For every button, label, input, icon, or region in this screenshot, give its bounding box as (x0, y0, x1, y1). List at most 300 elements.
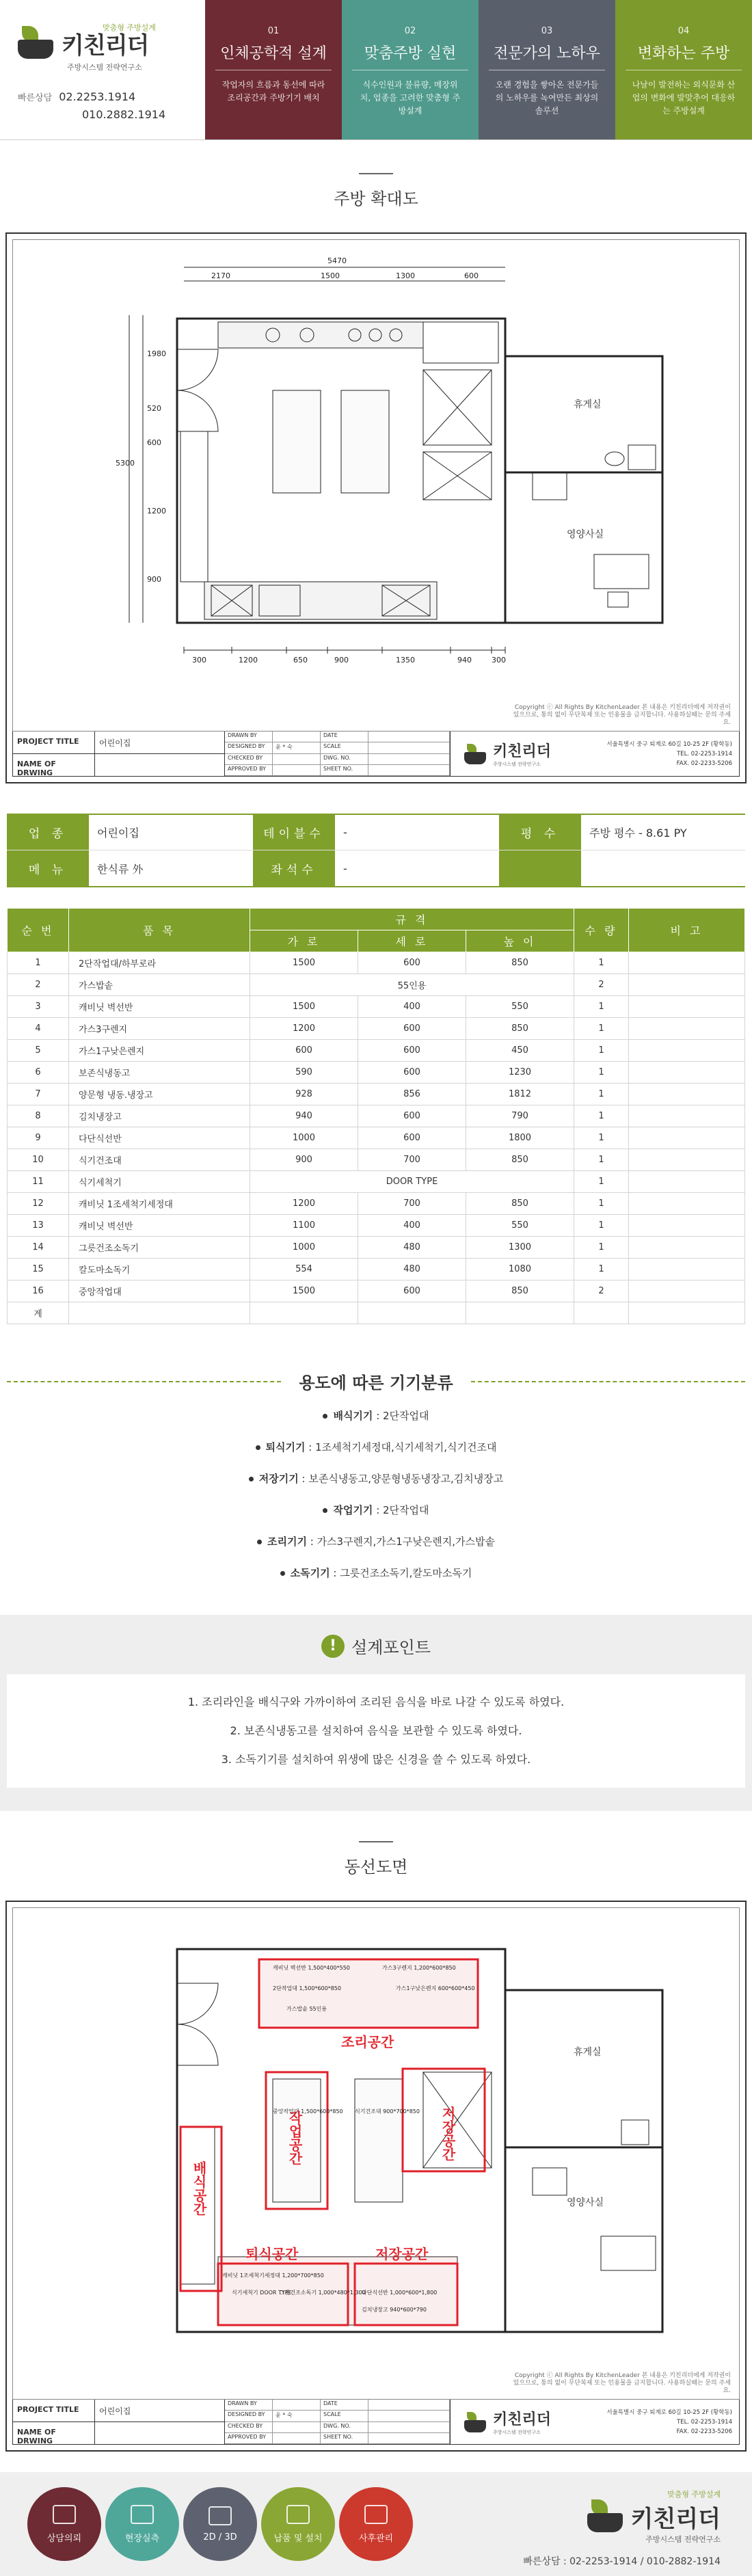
table-cell: 928 (250, 1084, 358, 1105)
table-cell (69, 1302, 250, 1324)
tb-logo-sub: 주방시스템 전략연구소 (493, 762, 541, 767)
table-cell: 1800 (466, 1127, 574, 1149)
section-title-text: 주방 확대도 (334, 189, 418, 209)
contact-info (18, 89, 205, 123)
table-cell: 식기세척기 (69, 1171, 250, 1193)
table-cell: 450 (466, 1040, 574, 1062)
table-cell: 10 (8, 1149, 69, 1171)
info-value: - (343, 861, 347, 875)
room-label-rest: 휴게실 (574, 399, 602, 410)
tb-cell: CHECKED BY (225, 754, 273, 765)
dim-bottom-6: 940 (457, 656, 472, 665)
table-cell: 9 (8, 1127, 69, 1149)
flow-frame (5, 1901, 747, 2452)
tb-tel: TEL. 02-2253-1914 (677, 2419, 732, 2426)
table-cell: 캐비닛 벽선반 (69, 996, 250, 1018)
table-cell: 계 (8, 1302, 69, 1324)
section-title-text: 동선도면 (344, 1857, 408, 1877)
table-cell: 1500 (250, 1280, 358, 1302)
dim-left-3: 600 (147, 438, 161, 447)
zone-return: 퇴식공간 (245, 2246, 299, 2262)
table-cell: 1 (574, 1171, 629, 1193)
equipment-table (7, 908, 745, 1324)
table-cell: 600 (358, 1280, 466, 1302)
table-cell: 400 (358, 996, 466, 1018)
tb-project-label: PROJECT TITLE (13, 732, 95, 753)
design-points-heading (0, 1634, 752, 1658)
flow-item-label: 중앙작업대 1,500*600*850 (273, 2108, 343, 2115)
tb-cell: DESIGNED BY (225, 742, 273, 753)
table-cell: 중앙작업대 (69, 1280, 250, 1302)
info-label (499, 850, 581, 886)
table-row (8, 1302, 745, 1324)
tb-address (582, 2400, 739, 2444)
table-row (8, 1018, 745, 1040)
table-cell: 11 (8, 1171, 69, 1193)
design-point: 2. 보존식냉동고를 설치하여 음식을 보관할 수 있도록 하였다. (230, 1724, 522, 1737)
table-cell-note (629, 1171, 745, 1193)
th-depth: 세 로 (358, 930, 466, 952)
usage-key: 소독기기 (290, 1567, 330, 1579)
table-cell: 554 (250, 1259, 358, 1280)
tb-cell: SHEET NO. (321, 2433, 368, 2444)
feature-title: 인체공학적 설계 (215, 42, 332, 70)
table-cell: 590 (250, 1062, 358, 1084)
table-cell: 1100 (250, 1215, 358, 1237)
footer-phone[interactable]: 빠른상담 : 02-2253-1914 / 010-2882-1914 (523, 2556, 721, 2567)
table-cell: 1 (574, 996, 629, 1018)
table-cell: 가스3구렌지 (69, 1018, 250, 1040)
footer-brand-name: 키친리더 (630, 2505, 721, 2533)
usage-value: 1조세척기세정대,식기세척기,식기건조대 (315, 1441, 497, 1453)
footer-logo[interactable] (523, 2499, 721, 2534)
section-title-flow (0, 1841, 752, 1877)
table-cell: 600 (250, 1040, 358, 1062)
table-cell-note (629, 952, 745, 974)
design-points (0, 1615, 752, 1811)
info-value: 주방 평수 - 8.61 PY (589, 827, 687, 840)
tb-cell: DATE (321, 2400, 368, 2411)
tb-cell (368, 742, 450, 753)
dim-bottom-3: 650 (293, 656, 308, 665)
th-no: 순 번 (8, 909, 69, 952)
footer-brand-tag: 맞춤형 주방설계 (667, 2490, 721, 2499)
room-label-nutrition: 영양사실 (567, 529, 604, 540)
truck-icon (286, 2505, 310, 2524)
flow-item-label: 김치냉장고 940*600*790 (362, 2307, 427, 2313)
logo-mark-icon (18, 26, 56, 60)
th-height: 높 이 (466, 930, 574, 952)
dim-bottom-1: 300 (192, 656, 206, 665)
table-cell: 1200 (250, 1193, 358, 1215)
table-cell-note (629, 1302, 745, 1324)
table-cell: 700 (358, 1149, 466, 1171)
feature-num: 01 (267, 26, 280, 36)
tb-logo (451, 732, 582, 776)
table-cell: 600 (358, 1062, 466, 1084)
footer-brand (523, 2488, 721, 2568)
footer-brand-sub: 주방시스템 전략연구소 (645, 2535, 721, 2544)
table-row (8, 1149, 745, 1171)
tb-address (582, 732, 739, 776)
site-footer (0, 2472, 752, 2576)
table-cell: 2 (8, 974, 69, 996)
usage-item: 저장기기 : 보존식냉동고,양문형냉동냉장고,김치냉장고 (0, 1463, 752, 1494)
usage-list (0, 1400, 752, 1589)
table-cell: 1 (574, 1105, 629, 1127)
info-value (581, 850, 745, 886)
usage-item: 작업기기 : 2단작업대 (0, 1494, 752, 1526)
tb-cell (273, 2433, 321, 2444)
table-cell: 5 (8, 1040, 69, 1062)
tb-cell (368, 732, 450, 742)
table-cell: 가스밥솥 (69, 974, 250, 996)
table-row (8, 1084, 745, 1105)
ruler-icon (131, 2505, 154, 2524)
table-cell: 1 (574, 1062, 629, 1084)
tb-cell: DWG. NO. (321, 2422, 368, 2433)
feature-num: 03 (541, 26, 553, 36)
table-cell: 1 (574, 1084, 629, 1105)
tb-drawing-label: NAME OF DRWING (13, 2422, 95, 2445)
dim-top-1: 2170 (211, 271, 230, 280)
feature-desc: 작업자의 흐름과 동선에 따라 조리공간과 주방기기 배치 (221, 80, 325, 103)
table-cell: 850 (466, 1280, 574, 1302)
table-cell (358, 1302, 466, 1324)
table-cell: 1 (574, 1259, 629, 1280)
table-row (8, 1193, 745, 1215)
info-label: 좌석수 (253, 850, 335, 886)
table-cell: 1 (574, 1215, 629, 1237)
dim-left-1: 1980 (147, 349, 166, 358)
table-cell: 1 (574, 1018, 629, 1040)
table-row (8, 974, 745, 996)
tb-cell: APPROVED BY (225, 2433, 273, 2444)
tb-cell (368, 2400, 450, 2411)
table-cell: 850 (466, 952, 574, 974)
table-cell: 1300 (466, 1237, 574, 1259)
table-cell: 550 (466, 1215, 574, 1237)
feature-3 (479, 0, 615, 139)
process-steps (27, 2487, 417, 2561)
step-label: 현장실측 (124, 2533, 160, 2544)
table-cell: 900 (250, 1149, 358, 1171)
tb-fax: FAX. 02-2233-5206 (676, 760, 732, 767)
usage-key: 조리기기 (267, 1535, 307, 1548)
table-cell: 6 (8, 1062, 69, 1084)
flow-item-label: 그릇건조소독기 1,000*480*1,300 (280, 2290, 366, 2296)
table-cell: 600 (358, 1040, 466, 1062)
logo-subtitle: 주방시스템 전략연구소 (67, 63, 142, 72)
feature-1 (205, 0, 342, 139)
usage-value: 보존식냉동고,양문형냉동냉장고,김치냉장고 (308, 1473, 504, 1485)
info-label: 테이블수 (253, 815, 335, 850)
table-cell (466, 1302, 574, 1324)
flow-item-label: 식기건조대 900*700*850 (355, 2108, 420, 2115)
table-cell-note (629, 1105, 745, 1127)
zone-work: 작업공간 (286, 2110, 303, 2165)
tb-logo (451, 2400, 582, 2444)
info-label: 메 뉴 (7, 850, 89, 886)
equipment-table-body (8, 952, 745, 1324)
design-point: 3. 소독기기를 설치하여 위생에 많은 신경을 쓸 수 있도록 하였다. (221, 1753, 531, 1766)
dim-top-2: 1500 (321, 271, 340, 280)
usage-title (7, 1369, 745, 1393)
flow-drawing (12, 1907, 740, 2400)
info-value: 어린이집 (97, 827, 139, 840)
zone-serving: 배식공간 (191, 2161, 207, 2216)
table-cell: 2단작업대/하부로라 (69, 952, 250, 974)
floorplan-drawing (12, 239, 740, 732)
usage-value: 그릇건조소독기,칼도마소독기 (340, 1567, 472, 1579)
tb-cell (368, 2433, 450, 2444)
table-cell: 2 (574, 1280, 629, 1302)
design-points-title: 설계포인트 (351, 1638, 431, 1657)
table-cell: 856 (358, 1084, 466, 1105)
table-cell-note (629, 1018, 745, 1040)
tb-cell (273, 732, 321, 742)
tb-cell: SCALE (321, 2411, 368, 2421)
flow-item-label: 캐비닛 벽선반 1,500*400*550 (273, 1965, 350, 1971)
usage-value: 2단작업대 (383, 1504, 429, 1516)
tb-fax: FAX. 02-2233-5206 (676, 2428, 732, 2435)
table-cell: 400 (358, 1215, 466, 1237)
table-cell-note (629, 974, 745, 996)
table-cell-note (629, 1084, 745, 1105)
tb-logo-name: 키친리더 (493, 743, 552, 760)
th-spec: 규 격 (250, 909, 574, 930)
drawing-copyright: Copyright ⓒ All Rights By KitchenLeader 본 내용은 키친리더에게 저작권이 있으므로, 통의 없이 무단복제 또는 인용물을 금지합니다. 사용하실때는 문의 주세요. (513, 2372, 731, 2394)
contact-label: 빠른상담 (18, 93, 53, 103)
feature-title: 맞춤주방 실현 (352, 42, 468, 70)
design-points-box (7, 1674, 745, 1788)
table-cell: 13 (8, 1215, 69, 1237)
dim-left-4: 1200 (147, 507, 166, 515)
table-cell-note (629, 1149, 745, 1171)
tb-cell: 윤 * 숙 (273, 2411, 321, 2421)
drawing-copyright: Copyright ⓒ All Rights By KitchenLeader 본 내용은 키친리더에게 저작권이 있으므로, 통의 없이 무단복제 또는 인용물을 금지합니다. 사용하실때는 문의 주세요. (513, 704, 731, 726)
table-cell: DOOR TYPE (250, 1171, 574, 1193)
table-cell: 550 (466, 996, 574, 1018)
tb-cell: 윤 * 숙 (273, 742, 321, 753)
table-cell: 850 (466, 1018, 574, 1040)
usage-title-text: 용도에 따른 기기분류 (299, 1373, 453, 1393)
tb-drawing-value (95, 2422, 224, 2445)
info-label: 평 수 (499, 815, 581, 850)
feature-desc: 오랜 경험을 쌓아온 전문가들의 노하우를 녹여만든 최상의 솔루션 (495, 80, 599, 116)
table-cell: 55인용 (250, 974, 574, 996)
tb-project-value: 어린이집 (99, 2406, 131, 2416)
table-cell: 850 (466, 1193, 574, 1215)
table-cell: 1 (574, 1237, 629, 1259)
dim-left-total: 5300 (116, 459, 135, 468)
title-bar (359, 173, 393, 174)
feature-title: 전문가의 노하우 (489, 42, 605, 70)
table-cell: 940 (250, 1105, 358, 1127)
info-label: 업 종 (7, 815, 89, 850)
feature-2 (342, 0, 479, 139)
tb-project-label: PROJECT TITLE (13, 2400, 95, 2421)
step-design[interactable] (183, 2487, 257, 2561)
table-row (8, 1040, 745, 1062)
table-cell: 1080 (466, 1259, 574, 1280)
project-info (7, 814, 745, 887)
table-cell: 7 (8, 1084, 69, 1105)
table-cell-note (629, 1259, 745, 1280)
table-cell-note (629, 1040, 745, 1062)
dim-top-total: 5470 (327, 256, 347, 265)
tb-cell (273, 765, 321, 776)
tb-logo-sub: 주방시스템 전략연구소 (493, 2430, 541, 2435)
table-cell: 양문형 냉동.냉장고 (69, 1084, 250, 1105)
site-header (0, 0, 752, 140)
dim-left-5: 900 (147, 575, 161, 584)
tb-drawing-label: NAME OF DRWING (13, 754, 95, 777)
dim-top-3: 1300 (396, 271, 415, 280)
tb-address-line: 서울특별시 중구 퇴계로 60길 10-25 2F (황학동) (606, 2409, 732, 2416)
table-row (8, 1259, 745, 1280)
table-cell-note (629, 1127, 745, 1149)
dim-bottom-7: 300 (492, 656, 506, 665)
room-label-nutrition: 영양사실 (567, 2197, 604, 2208)
tb-grid (225, 2400, 451, 2444)
tb-cell: DRAWN BY (225, 2400, 273, 2411)
table-cell: 1500 (250, 996, 358, 1018)
table-row (8, 1105, 745, 1127)
flow-item-label: 식기세척기 DOOR TYPE (232, 2290, 292, 2296)
dim-bottom-5: 1350 (396, 656, 415, 665)
step-delivery[interactable] (261, 2487, 335, 2561)
tb-logo-mark-icon (464, 744, 489, 764)
table-cell: 790 (466, 1105, 574, 1127)
table-cell: 14 (8, 1237, 69, 1259)
table-cell (574, 1302, 629, 1324)
info-row-2 (7, 850, 745, 886)
step-label: 상담의뢰 (46, 2533, 82, 2544)
tb-cell (368, 754, 450, 765)
table-cell: 600 (358, 952, 466, 974)
table-cell: 칼도마소독기 (69, 1259, 250, 1280)
tb-cell (273, 754, 321, 765)
table-row (8, 1237, 745, 1259)
table-cell: 1812 (466, 1084, 574, 1105)
table-row (8, 952, 745, 974)
dim-top-4: 600 (464, 271, 479, 280)
usage-key: 저장기기 (258, 1473, 299, 1485)
feature-num: 02 (404, 26, 416, 36)
table-cell (250, 1302, 358, 1324)
zone-storage: 저장공간 (440, 2106, 456, 2161)
dim-bottom-4: 900 (334, 656, 349, 665)
table-cell: 다단식선반 (69, 1127, 250, 1149)
table-cell: 12 (8, 1193, 69, 1215)
exclamation-icon: ! (321, 1635, 345, 1658)
dim-left-2: 520 (147, 404, 161, 413)
flow-item-label: 가스1구낮은렌지 600*600*450 (396, 1985, 475, 1991)
th-width: 가 로 (250, 930, 358, 952)
brand-block (0, 0, 205, 139)
table-cell: 1200 (250, 1018, 358, 1040)
usage-key: 배식기기 (333, 1410, 373, 1422)
step-consult[interactable] (27, 2487, 101, 2561)
table-cell: 1 (574, 1127, 629, 1149)
design-point: 1. 조리라인을 배식구와 가까이하여 조리된 음식을 바로 나갈 수 있도록 하였다. (187, 1695, 565, 1708)
table-cell: 600 (358, 1105, 466, 1127)
floorplan-frame (5, 232, 747, 783)
tb-logo-name: 키친리더 (493, 2411, 552, 2428)
step-label: 사후관리 (358, 2533, 394, 2544)
table-row (8, 1127, 745, 1149)
tb-logo-mark-icon (464, 2412, 489, 2432)
floorplan-svg (13, 240, 740, 732)
wrench-icon (364, 2505, 388, 2524)
table-cell: 1500 (250, 952, 358, 974)
footer-logo-mark-icon (587, 2499, 626, 2534)
table-cell: 캐비닛 1조세척기세정대 (69, 1193, 250, 1215)
step-measure[interactable] (105, 2487, 179, 2561)
table-cell: 1 (574, 952, 629, 974)
phone-2[interactable]: 010.2882.1914 (82, 108, 166, 121)
table-cell-note (629, 1280, 745, 1302)
table-cell-note (629, 1062, 745, 1084)
zone-storage-2: 저장공간 (375, 2246, 429, 2262)
drawing-title-block (12, 732, 740, 777)
table-row (8, 1215, 745, 1237)
table-cell-note (629, 1237, 745, 1259)
phone-1[interactable]: 02.2253.1914 (59, 90, 136, 103)
table-cell: 15 (8, 1259, 69, 1280)
logo-tag: 맞춤형 주방설계 (103, 23, 156, 32)
tb-cell: DESIGNED BY (225, 2411, 273, 2421)
dashed-line (471, 1381, 745, 1382)
usage-item: 퇴식기기 : 1조세척기세정대,식기세척기,식기건조대 (0, 1432, 752, 1463)
table-cell: 1000 (250, 1127, 358, 1149)
step-aftercare[interactable] (339, 2487, 413, 2561)
tb-cell: APPROVED BY (225, 765, 273, 776)
tb-drawing-value (95, 754, 224, 777)
table-cell: 1000 (250, 1237, 358, 1259)
table-cell: 4 (8, 1018, 69, 1040)
table-cell: 1 (8, 952, 69, 974)
th-qty: 수 량 (574, 909, 629, 952)
table-cell: 1 (574, 1149, 629, 1171)
tb-cell (368, 2411, 450, 2421)
table-cell: 그릇건조소독기 (69, 1237, 250, 1259)
info-value: - (343, 826, 347, 839)
table-cell: 2 (574, 974, 629, 996)
table-cell: 16 (8, 1280, 69, 1302)
th-name: 품 목 (69, 909, 250, 952)
table-cell: 700 (358, 1193, 466, 1215)
table-cell-note (629, 1215, 745, 1237)
flow-item-label: 캐비닛 1조세척기세정대 1,200*700*850 (222, 2272, 324, 2279)
table-cell: 1230 (466, 1062, 574, 1084)
monitor-icon (209, 2506, 232, 2525)
table-cell: 보존식냉동고 (69, 1062, 250, 1084)
th-note: 비 고 (629, 909, 745, 952)
flow-svg (13, 1908, 740, 2400)
table-cell: 600 (358, 1127, 466, 1149)
usage-key: 퇴식기기 (265, 1441, 306, 1453)
logo-name: 키친리더 (62, 31, 149, 59)
table-cell: 식기건조대 (69, 1149, 250, 1171)
usage-item: 소독기기 : 그릇건조소독기,칼도마소독기 (0, 1557, 752, 1589)
table-cell: 850 (466, 1149, 574, 1171)
flow-item-label: 2단작업대 1,500*600*850 (273, 1985, 341, 1991)
tb-tel: TEL. 02-2253-1914 (677, 751, 732, 757)
feature-num: 04 (677, 26, 690, 36)
table-row (8, 1280, 745, 1302)
